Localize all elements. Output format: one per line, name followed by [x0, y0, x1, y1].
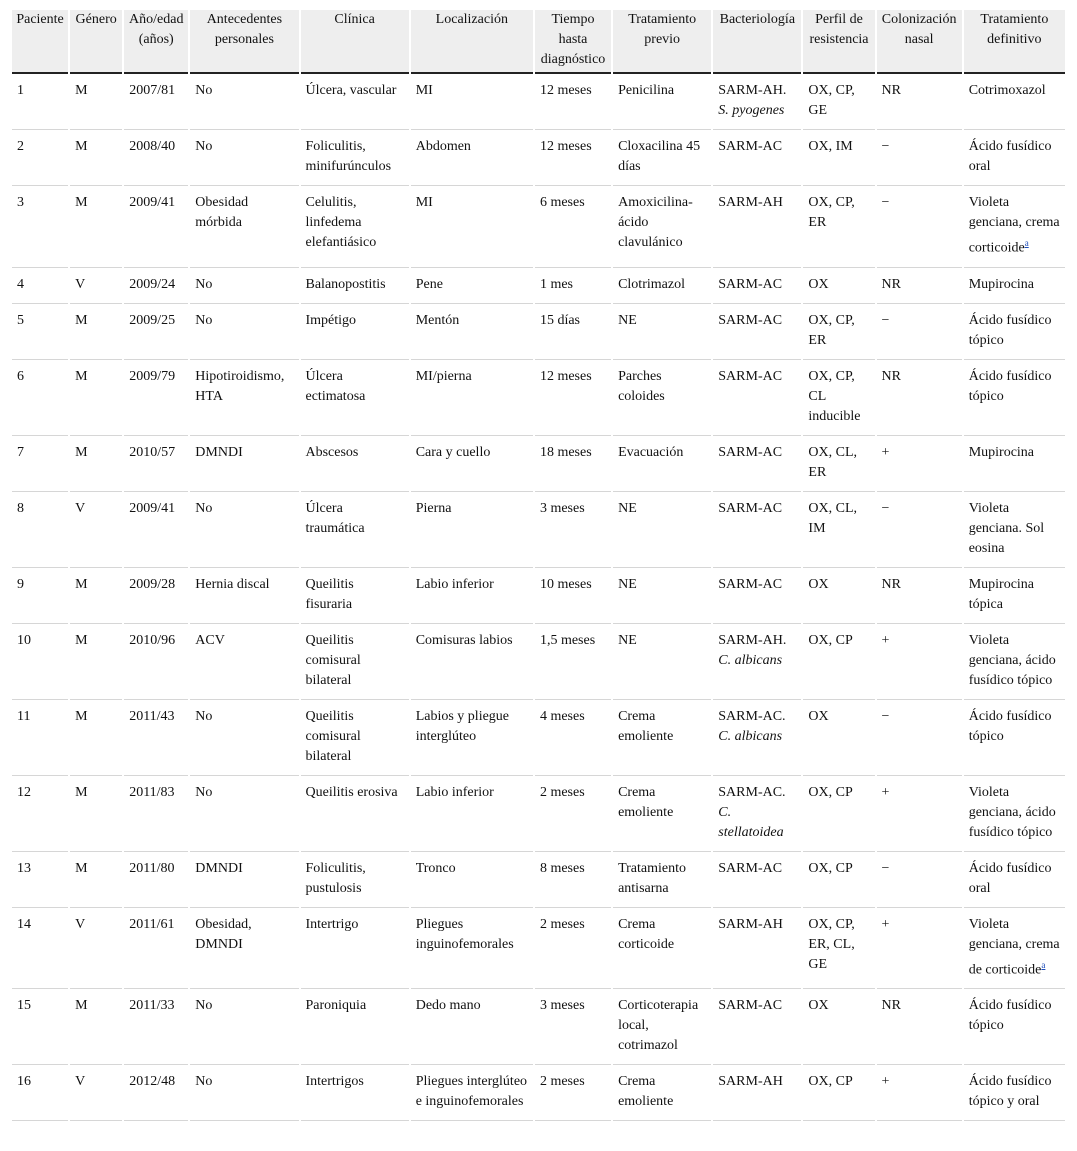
cell-genero: M — [70, 569, 122, 624]
tratamiento-definitivo-text: Ácido fusídico oral — [968, 860, 1052, 896]
cell-genero: V — [70, 493, 122, 568]
cell-colonizacion-nasal: + — [877, 777, 962, 852]
tratamiento-definitivo-text: Ácido fusídico tópico — [968, 708, 1052, 744]
cell-tratamiento-previo: Penicilina — [613, 75, 711, 130]
col-header: Tratamiento previo — [613, 10, 711, 74]
cell-tratamiento-previo: NE — [613, 305, 711, 360]
cell-localizacion: Labios y pliegue interglúteo — [411, 701, 533, 776]
cell-antecedentes: Hipotiroidismo, HTA — [190, 361, 298, 436]
cell-localizacion: Dedo mano — [411, 990, 533, 1065]
cell-perfil-resistencia: OX, CP, ER — [803, 305, 874, 360]
bacteriologia-main: SARM-AC — [718, 500, 783, 516]
cell-antecedentes: No — [190, 269, 298, 304]
cell-antecedentes: No — [190, 777, 298, 852]
col-header: Año/edad (años) — [124, 10, 188, 74]
cell-bacteriologia — [713, 437, 801, 492]
cell-tratamiento-previo: NE — [613, 625, 711, 700]
cell-clinica: Úlcera, vascular — [301, 75, 409, 130]
cell-clinica: Balanopostitis — [301, 269, 409, 304]
bacteriologia-main: SARM-AC — [718, 860, 783, 876]
footnote-marker — [1025, 236, 1029, 249]
cell-clinica: Queilitis erosiva — [301, 777, 409, 852]
cell-tiempo: 2 meses — [535, 1066, 611, 1121]
cell-perfil-resistencia: OX, CL, ER — [803, 437, 874, 492]
cell-clinica: Paroniquia — [301, 990, 409, 1065]
cell-perfil-resistencia: OX — [803, 569, 874, 624]
cell-paciente: 16 — [12, 1066, 68, 1121]
cell-antecedentes: Obesidad, DMNDI — [190, 909, 298, 990]
cell-genero: V — [70, 1066, 122, 1121]
cell-tiempo: 6 meses — [535, 187, 611, 268]
cell-clinica: Foliculitis, pustulosis — [301, 853, 409, 908]
cell-tratamiento-definitivo — [964, 493, 1065, 568]
table-row — [12, 625, 1065, 700]
cell-tratamiento-definitivo — [964, 625, 1065, 700]
cell-genero: M — [70, 437, 122, 492]
cell-colonizacion-nasal: − — [877, 493, 962, 568]
tratamiento-definitivo-text: Violeta genciana, ácido fusídico tópico — [968, 784, 1056, 840]
cell-anio-edad: 2011/80 — [124, 853, 188, 908]
cell-paciente: 11 — [12, 701, 68, 776]
cell-paciente: 4 — [12, 269, 68, 304]
cell-bacteriologia — [713, 701, 801, 776]
table-row — [12, 269, 1065, 304]
cell-paciente: 14 — [12, 909, 68, 990]
cell-tratamiento-definitivo — [964, 701, 1065, 776]
cell-tiempo: 12 meses — [535, 75, 611, 130]
cell-colonizacion-nasal: − — [877, 131, 962, 186]
tratamiento-definitivo-text: Mupirocina — [968, 276, 1035, 292]
cell-colonizacion-nasal: NR — [877, 75, 962, 130]
cell-antecedentes: DMNDI — [190, 853, 298, 908]
table-container — [10, 9, 1067, 1122]
cell-clinica: Intertrigo — [301, 909, 409, 990]
cell-bacteriologia — [713, 990, 801, 1065]
cell-anio-edad: 2011/83 — [124, 777, 188, 852]
cell-clinica: Abscesos — [301, 437, 409, 492]
cell-perfil-resistencia: OX, CP — [803, 777, 874, 852]
cell-localizacion: Cara y cuello — [411, 437, 533, 492]
bacteriologia-main: SARM-AH. — [718, 83, 787, 98]
tratamiento-definitivo-text: Mupirocina tópica — [968, 576, 1035, 612]
col-header: Bacteriología — [713, 10, 801, 74]
bacteriologia-main: SARM-AC. — [718, 708, 786, 724]
cell-bacteriologia — [713, 361, 801, 436]
cell-tratamiento-definitivo — [964, 131, 1065, 186]
cell-anio-edad: 2009/79 — [124, 361, 188, 436]
cell-anio-edad: 2007/81 — [124, 75, 188, 130]
cell-tratamiento-definitivo — [964, 909, 1065, 990]
cell-antecedentes: No — [190, 131, 298, 186]
cell-genero: M — [70, 990, 122, 1065]
cell-tratamiento-previo: Evacuación — [613, 437, 711, 492]
tratamiento-definitivo-text: Violeta genciana, ácido fusídico tópico — [968, 632, 1056, 688]
table-row — [12, 777, 1065, 852]
cell-genero: M — [70, 187, 122, 268]
cell-bacteriologia — [713, 909, 801, 990]
cell-paciente: 15 — [12, 990, 68, 1065]
cell-tratamiento-previo: Parches coloides — [613, 361, 711, 436]
cell-colonizacion-nasal: NR — [877, 990, 962, 1065]
tratamiento-definitivo-text: Mupirocina — [968, 444, 1035, 460]
cell-antecedentes: No — [190, 701, 298, 776]
tratamiento-definitivo-text: Ácido fusídico tópico — [968, 368, 1052, 404]
cell-perfil-resistencia: OX, CP — [803, 1066, 874, 1121]
cell-paciente: 9 — [12, 569, 68, 624]
cell-localizacion: Abdomen — [411, 131, 533, 186]
table-body — [12, 75, 1065, 1121]
bacteriologia-main: SARM-AC — [718, 576, 783, 592]
cell-antecedentes: No — [190, 305, 298, 360]
cell-genero: V — [70, 909, 122, 990]
cell-tratamiento-definitivo — [964, 777, 1065, 852]
tratamiento-definitivo-text: Ácido fusídico tópico — [968, 312, 1052, 348]
table-row — [12, 437, 1065, 492]
cell-tiempo: 10 meses — [535, 569, 611, 624]
cell-tiempo: 3 meses — [535, 493, 611, 568]
cell-clinica: Úlcera traumática — [301, 493, 409, 568]
cell-anio-edad: 2010/96 — [124, 625, 188, 700]
cell-genero: V — [70, 269, 122, 304]
cell-colonizacion-nasal: + — [877, 909, 962, 990]
table-row — [12, 75, 1065, 130]
cell-perfil-resistencia: OX — [803, 269, 874, 304]
tratamiento-definitivo-text: Violeta genciana, crema corticoide — [968, 195, 1060, 256]
cell-tratamiento-previo: NE — [613, 493, 711, 568]
cell-colonizacion-nasal: − — [877, 853, 962, 908]
cell-colonizacion-nasal: NR — [877, 569, 962, 624]
footnote-marker — [1041, 958, 1045, 971]
cell-paciente: 6 — [12, 361, 68, 436]
cell-clinica: Úlcera ectimatosa — [301, 361, 409, 436]
table-row — [12, 361, 1065, 436]
tratamiento-definitivo-text: Violeta genciana, crema de corticoide — [968, 916, 1060, 978]
cell-tratamiento-definitivo — [964, 990, 1065, 1065]
cell-localizacion: Labio inferior — [411, 569, 533, 624]
cell-perfil-resistencia: OX — [803, 701, 874, 776]
bacteriologia-main: SARM-AC. — [718, 784, 786, 800]
cell-tratamiento-previo: Cloxacilina 45 días — [613, 131, 711, 186]
cell-paciente: 10 — [12, 625, 68, 700]
cell-clinica: Queilitis comisural bilateral — [301, 625, 409, 700]
cell-bacteriologia — [713, 493, 801, 568]
tratamiento-definitivo-text: Violeta genciana. Sol eosina — [968, 500, 1045, 556]
bacteriologia-main: SARM-AH — [718, 916, 783, 932]
cell-tiempo: 1 mes — [535, 269, 611, 304]
cell-colonizacion-nasal: + — [877, 437, 962, 492]
cell-anio-edad: 2010/57 — [124, 437, 188, 492]
cell-genero: M — [70, 361, 122, 436]
cell-anio-edad: 2009/41 — [124, 493, 188, 568]
cell-localizacion: Pierna — [411, 493, 533, 568]
cell-tratamiento-previo: Crema emoliente — [613, 777, 711, 852]
cell-colonizacion-nasal: + — [877, 625, 962, 700]
cell-perfil-resistencia: OX, CP, ER, CL, GE — [803, 909, 874, 990]
cell-tiempo: 4 meses — [535, 701, 611, 776]
cell-bacteriologia — [713, 187, 801, 268]
cell-tratamiento-definitivo — [964, 853, 1065, 908]
table-row — [12, 187, 1065, 268]
col-header: Tratamiento definitivo — [964, 10, 1065, 74]
cell-anio-edad: 2008/40 — [124, 131, 188, 186]
tratamiento-definitivo-text: Ácido fusídico tópico — [968, 998, 1052, 1034]
cell-paciente: 5 — [12, 305, 68, 360]
cell-tratamiento-definitivo — [964, 361, 1065, 436]
cell-paciente: 7 — [12, 437, 68, 492]
cell-antecedentes: No — [190, 1066, 298, 1121]
cell-tratamiento-previo: Amoxicilina-ácido clavulánico — [613, 187, 711, 268]
cell-genero: M — [70, 777, 122, 852]
cell-tiempo: 12 meses — [535, 361, 611, 436]
table-row — [12, 853, 1065, 908]
cell-colonizacion-nasal: − — [877, 305, 962, 360]
bacteriologia-species: C. stellatoidea — [718, 804, 784, 840]
cell-bacteriologia — [713, 269, 801, 304]
cell-tratamiento-definitivo — [964, 437, 1065, 492]
cell-anio-edad: 2009/24 — [124, 269, 188, 304]
cell-tratamiento-definitivo — [964, 75, 1065, 130]
cell-antecedentes: ACV — [190, 625, 298, 700]
cell-anio-edad: 2011/33 — [124, 990, 188, 1065]
cell-tratamiento-definitivo — [964, 305, 1065, 360]
cell-tiempo: 2 meses — [535, 777, 611, 852]
cell-localizacion: Pene — [411, 269, 533, 304]
cell-colonizacion-nasal: NR — [877, 361, 962, 436]
cell-perfil-resistencia: OX, CP — [803, 625, 874, 700]
cell-bacteriologia — [713, 75, 801, 130]
cell-tiempo: 1,5 meses — [535, 625, 611, 700]
table-row — [12, 305, 1065, 360]
cell-bacteriologia — [713, 569, 801, 624]
cell-localizacion: Pliegues inguinofemorales — [411, 909, 533, 990]
bacteriologia-main: SARM-AC — [718, 276, 783, 292]
cell-clinica: Intertrigos — [301, 1066, 409, 1121]
cell-tratamiento-previo: NE — [613, 569, 711, 624]
bacteriologia-main: SARM-AC — [718, 139, 783, 154]
cell-tratamiento-previo: Corticoterapia local, cotrimazol — [613, 990, 711, 1065]
bacteriologia-main: SARM-AC — [718, 998, 783, 1014]
bacteriologia-main: SARM-AC — [718, 444, 783, 460]
cell-antecedentes: No — [190, 990, 298, 1065]
cell-paciente: 13 — [12, 853, 68, 908]
cell-bacteriologia — [713, 777, 801, 852]
cell-anio-edad: 2011/61 — [124, 909, 188, 990]
tratamiento-definitivo-text: Ácido fusídico oral — [968, 139, 1052, 174]
col-header: Género — [70, 10, 122, 74]
col-header: Antecedentes personales — [190, 10, 298, 74]
cell-antecedentes: Hernia discal — [190, 569, 298, 624]
cell-perfil-resistencia: OX, CP, ER — [803, 187, 874, 268]
cell-perfil-resistencia: OX, CP, GE — [803, 75, 874, 130]
tratamiento-definitivo-text: Ácido fusídico tópico y oral — [968, 1074, 1052, 1110]
cell-genero: M — [70, 853, 122, 908]
cell-tiempo: 18 meses — [535, 437, 611, 492]
bacteriologia-species: C. albicans — [718, 652, 783, 668]
table-row — [12, 131, 1065, 186]
tratamiento-definitivo-text: Cotrimoxazol — [968, 83, 1046, 98]
cell-paciente: 3 — [12, 187, 68, 268]
cell-antecedentes: No — [190, 493, 298, 568]
cell-antecedentes: No — [190, 75, 298, 130]
cell-tiempo: 3 meses — [535, 990, 611, 1065]
cell-localizacion: Tronco — [411, 853, 533, 908]
footnote-link[interactable]: a — [1024, 238, 1029, 248]
cell-bacteriologia — [713, 853, 801, 908]
cell-clinica: Queilitis fisuraria — [301, 569, 409, 624]
cell-tiempo: 2 meses — [535, 909, 611, 990]
cell-perfil-resistencia: OX, CP, CL inducible — [803, 361, 874, 436]
cell-localizacion: MI/pierna — [411, 361, 533, 436]
bacteriologia-main: SARM-AC — [718, 312, 783, 328]
cell-genero: M — [70, 75, 122, 130]
cell-tratamiento-definitivo — [964, 187, 1065, 268]
cell-paciente: 2 — [12, 131, 68, 186]
cell-genero: M — [70, 625, 122, 700]
cell-clinica: Impétigo — [301, 305, 409, 360]
cell-colonizacion-nasal: − — [877, 187, 962, 268]
bacteriologia-species: C. albicans — [718, 728, 783, 744]
cell-perfil-resistencia: OX, IM — [803, 131, 874, 186]
cell-localizacion: Labio inferior — [411, 777, 533, 852]
cell-localizacion: Pliegues interglúteo e inguinofemorales — [411, 1066, 533, 1121]
col-header: Tiempo hasta diagnóstico — [535, 10, 611, 74]
cell-paciente: 1 — [12, 75, 68, 130]
cell-localizacion: MI — [411, 187, 533, 268]
cell-genero: M — [70, 305, 122, 360]
table-row — [12, 909, 1065, 990]
cell-localizacion: Comisuras labios — [411, 625, 533, 700]
cell-antecedentes: DMNDI — [190, 437, 298, 492]
cell-tratamiento-definitivo — [964, 569, 1065, 624]
cell-paciente: 8 — [12, 493, 68, 568]
cell-tratamiento-previo: Tratamiento antisarna — [613, 853, 711, 908]
cell-colonizacion-nasal: NR — [877, 269, 962, 304]
cell-antecedentes: Obesidad mórbida — [190, 187, 298, 268]
cell-anio-edad: 2009/41 — [124, 187, 188, 268]
cell-tratamiento-previo: Crema corticoide — [613, 909, 711, 990]
cell-bacteriologia — [713, 305, 801, 360]
col-header: Colonización nasal — [877, 10, 962, 74]
cell-perfil-resistencia: OX, CP — [803, 853, 874, 908]
cell-perfil-resistencia: OX — [803, 990, 874, 1065]
cell-tratamiento-previo: Crema emoliente — [613, 701, 711, 776]
cell-tiempo: 8 meses — [535, 853, 611, 908]
cell-anio-edad: 2012/48 — [124, 1066, 188, 1121]
cell-anio-edad: 2011/43 — [124, 701, 188, 776]
cell-colonizacion-nasal: + — [877, 1066, 962, 1121]
cell-tratamiento-previo: Crema emoliente — [613, 1066, 711, 1121]
cell-colonizacion-nasal: − — [877, 701, 962, 776]
cell-genero: M — [70, 701, 122, 776]
bacteriologia-main: SARM-AH. — [718, 632, 787, 648]
cell-anio-edad: 2009/28 — [124, 569, 188, 624]
cell-tratamiento-definitivo — [964, 1066, 1065, 1121]
table-header-row — [12, 10, 1065, 74]
cell-tiempo: 15 días — [535, 305, 611, 360]
cell-bacteriologia — [713, 1066, 801, 1121]
cell-anio-edad: 2009/25 — [124, 305, 188, 360]
patients-table — [10, 9, 1067, 1122]
cell-tratamiento-definitivo — [964, 269, 1065, 304]
bacteriologia-species: S. pyogenes — [718, 103, 785, 118]
bacteriologia-main: SARM-AC — [718, 368, 783, 384]
cell-perfil-resistencia: OX, CL, IM — [803, 493, 874, 568]
table-row — [12, 493, 1065, 568]
cell-localizacion: MI — [411, 75, 533, 130]
table-row — [12, 701, 1065, 776]
bacteriologia-main: SARM-AH — [718, 1074, 783, 1090]
cell-clinica: Queilitis comisural bilateral — [301, 701, 409, 776]
cell-bacteriologia — [713, 131, 801, 186]
footnote-link[interactable]: a — [1041, 959, 1046, 970]
cell-localizacion: Mentón — [411, 305, 533, 360]
col-header: Clínica — [301, 10, 409, 74]
cell-clinica: Celulitis, linfedema elefantiásico — [301, 187, 409, 268]
col-header: Paciente — [12, 10, 68, 74]
cell-tratamiento-previo: Clotrimazol — [613, 269, 711, 304]
cell-bacteriologia — [713, 625, 801, 700]
table-row — [12, 990, 1065, 1065]
bacteriologia-main: SARM-AH — [718, 195, 783, 210]
col-header: Localización — [411, 10, 533, 74]
cell-clinica: Foliculitis, minifurúnculos — [301, 131, 409, 186]
col-header: Perfil de resistencia — [803, 10, 874, 74]
cell-tiempo: 12 meses — [535, 131, 611, 186]
table-row — [12, 569, 1065, 624]
cell-genero: M — [70, 131, 122, 186]
table-row — [12, 1066, 1065, 1121]
cell-paciente: 12 — [12, 777, 68, 852]
